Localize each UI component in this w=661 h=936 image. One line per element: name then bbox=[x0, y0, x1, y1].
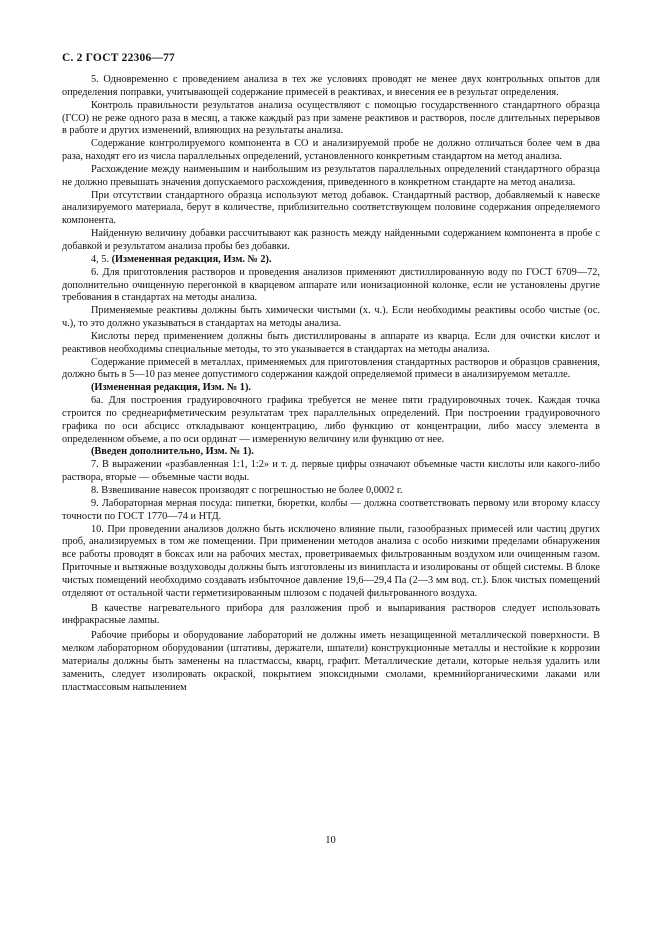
clause-number: 4, 5. bbox=[91, 253, 110, 265]
document-body bbox=[62, 74, 600, 695]
amendment-note: (Измененная редакция, Изм. № 1). bbox=[91, 382, 251, 394]
paragraph: 8. Взвешивание навесок производят с погрешностью не более 0,0002 г. bbox=[91, 485, 403, 496]
paragraph: При отсутствии стандартного образца используют метод добавок. Стандартный раствор, добавляемый к навеске анализируемого материала, берут в количестве, приблизительно соответствующем половине содержания определяемого компонента. bbox=[62, 189, 600, 227]
paragraph: Применяемые реактивы должны быть химически чистыми (х. ч.). Если необходимы реактивы особо чистые (ос. ч.), то это должно указываться в стандартах на методы анализа. bbox=[62, 305, 600, 330]
paragraph: Кислоты перед применением должны быть дистиллированы в аппарате из кварца. Если для очистки кислот и реактивов необходимы специальные методы, то это указывается в стандартах на методы анализа. bbox=[62, 330, 600, 355]
paragraph: Контроль правильности результатов анализа осуществляют с помощью государственного стандартного образца (ГСО) не реже одного раза в месяц, а также каждый раз при замене реактивов и растворов, после длительных перерывов в работе и других изменений, влияющих на результаты анализа. bbox=[62, 99, 600, 137]
paragraph: 5. Одновременно с проведением анализа в тех же условиях проводят не менее двух контрольных опытов для определения поправки, учитывающей содержание примесей в реактивах, и внесения ее в результат определения. bbox=[62, 74, 600, 98]
paragraph: Содержание контролируемого компонента в СО и анализируемой пробе не должно отличаться более чем в два раза, находят его из числа параллельных определений, установленного конкретным стандартом на метод анализа. bbox=[62, 138, 600, 163]
paragraph: В качестве нагревательного прибора для разложения проб и выпаривания растворов следует использовать инфракрасные лампы. bbox=[62, 602, 600, 627]
amendment-line bbox=[62, 254, 600, 267]
paragraph: Рабочие приборы и оборудование лабораторий не должны иметь незащищенной металлической поверхности. В мелком лабораторном оборудовании (штативы, держатели, шпатели) конструкционные металлы и нестойкие к коррозии материалы должны быть заменены на пластмассы, кварц, графит. Металлические детали, которые нельзя удалить или заменить, следует изолировать окраской, покрытием эпоксидными смолами, кремнийорганическими лаками или пластмассовым напылением bbox=[62, 630, 600, 693]
page-number: 10 bbox=[325, 835, 336, 846]
paragraph: 6. Для приготовления растворов и проведения анализов применяют дистиллированную воду по ГОСТ 6709—72, дополнительно очищенную перегонкой в кварцевом аппарате или ионизационной колонке, если не установлены другие требования в стандартах на методы анализа. bbox=[62, 266, 600, 304]
paragraph: 9. Лабораторная мерная посуда: пипетки, бюретки, колбы — должна соответствовать первому или второму классу точности по ГОСТ 1770—74 и НТД. bbox=[62, 497, 600, 522]
paragraph: 10. При проведении анализов должно быть исключено влияние пыли, газообразных примесей или частиц других проб, анализируемых в том же помещении. При применении методов анализа с особо низкими пределами обнаружения все работы проводят в боксах или на рабочих местах, проветриваемых фильтрованным воздухом или очищенным газом. Приточные и вытяжные воздуховоды должны быть изготовлены из винипласта и изолированы от общей системы. В блоке чистых помещений необходимо создавать избыточное давление 19,6—29,4 Па (2—3 мм вод. ст.). Блок чистых помещений отделяют от остальной части герметизированным шлюзом с подачей фильтрованного воздуха. bbox=[62, 523, 600, 599]
paragraph: 7. В выражении «разбавленная 1:1, 1:2» и т. д. первые цифры означают объемные части кислоты или какого-либо раствора, вторые — объемные части воды. bbox=[62, 459, 600, 484]
amendment-note: (Введен дополнительно, Изм. № 1). bbox=[91, 446, 254, 458]
paragraph: Расхождение между наименьшим и наибольшим из результатов параллельных определений стандартного образца не должно превышать значения допускаемого расхождения, приведенного в конкретном стандарте на метод анализа. bbox=[62, 163, 600, 188]
paragraph: Найденную величину добавки рассчитывают как разность между найденными содержанием компонента в пробе с добавкой и результатом анализа пробы без добавки. bbox=[62, 228, 600, 252]
paragraph: Содержание примесей в металлах, применяемых для приготовления стандартных растворов и образцов сравнения, должно быть в 5—10 раз менее допустимого содержания каждой определяемой примеси в анализируемом металле. bbox=[62, 356, 600, 381]
amendment-note: (Измененная редакция, Изм. № 2). bbox=[111, 253, 272, 265]
running-title: С. 2 ГОСТ 22306—77 bbox=[62, 52, 175, 64]
paragraph: 6а. Для построения градуировочного графика требуется не менее пяти градуировочных точек. Каждая точка строится по среднеарифметическим результатам трех параллельных определений. При построении градуировочного графика по оси абсцисс откладывают концентрацию, либо функцию от концентрации, либо массу элемента в определенном объеме, а по оси ординат — измеренную величину или функцию от нее. bbox=[62, 395, 600, 445]
